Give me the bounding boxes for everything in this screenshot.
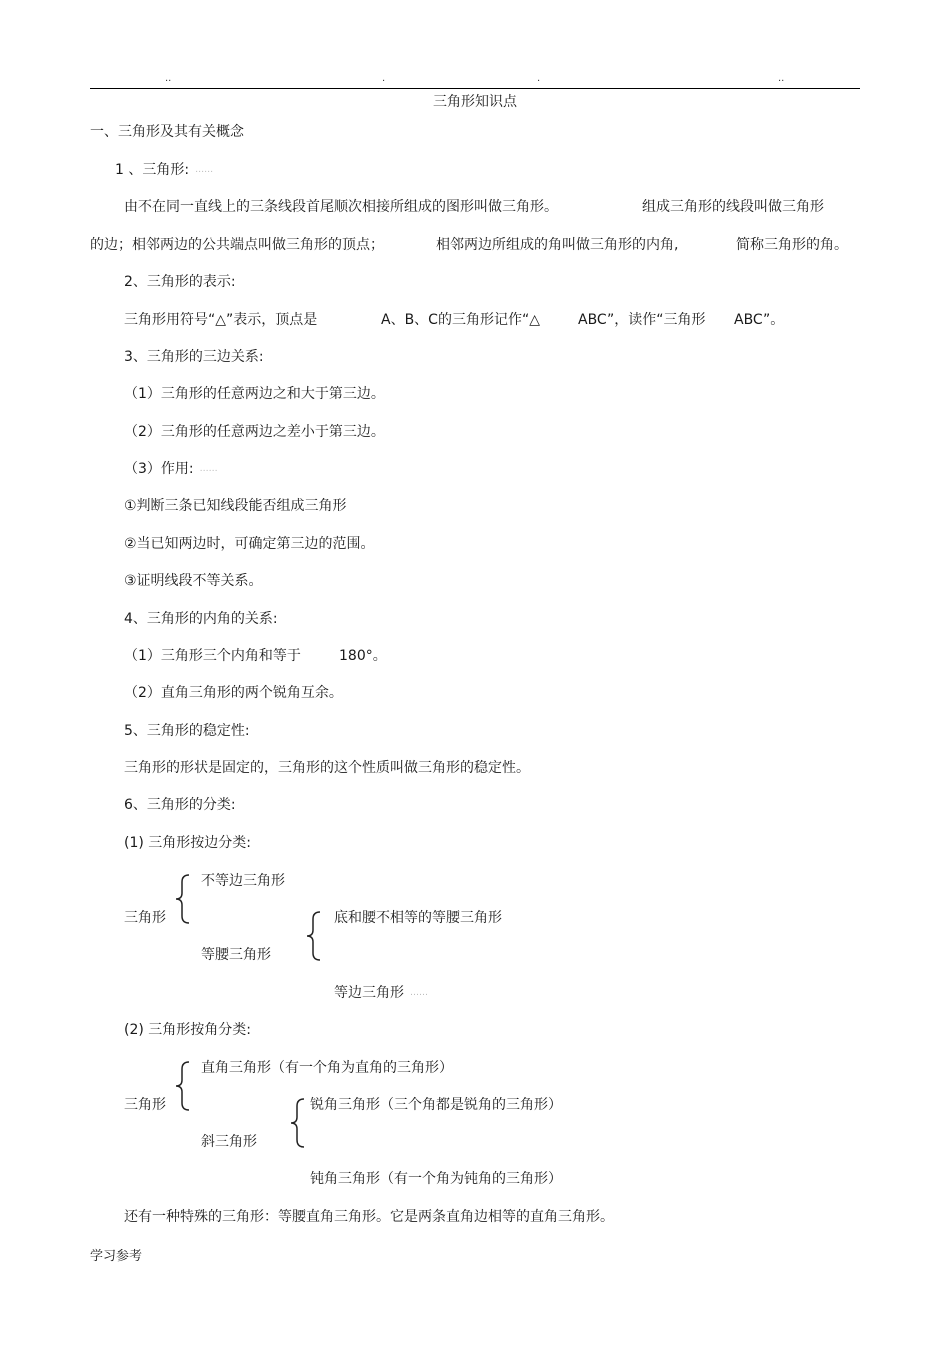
faint-mark: …… [195,165,214,175]
item1-para-line2-b: 相邻两边所组成的角叫做三角形的内角, [436,237,679,253]
item1-para-line1-a: 由不在同一直线上的三条线段首尾顺次相接所组成的图形叫做三角形。 [124,199,558,215]
item2-text-c: ABC”，读作“三角形 [578,312,706,328]
item1-label-text: 1 、三角形: [115,162,190,178]
item2-label: 2、三角形的表示: [124,274,236,290]
item4-rule1-a: （1）三角形三个内角和等于 [124,648,301,664]
brace-icon [305,910,323,962]
item3-use1: ①判断三条已知线段能否组成三角形 [124,498,347,514]
item3-label: 3、三角形的三边关系: [124,349,264,365]
item3-rule2: （2）三角形的任意两边之差小于第三边。 [124,424,385,440]
item3-use3: ③证明线段不等关系。 [124,573,263,589]
equilateral-triangle [334,985,428,1001]
by-side-label: (1) 三角形按边分类: [124,835,251,851]
faint-mark: …… [199,464,218,474]
isosceles-triangle: 等腰三角形 [201,947,271,963]
footer-label: 学习参考 [90,1249,143,1264]
header-dot: .. [165,73,172,84]
item1-para-line2-c: 简称三角形的角。 [736,237,848,253]
acute-triangle: 锐角三角形（三个角都是锐角的三角形） [310,1097,562,1113]
brace-icon [174,873,192,925]
brace-icon [174,1060,192,1112]
oblique-triangle: 斜三角形 [201,1134,257,1150]
header-rule [90,88,860,89]
item3-rule3 [124,461,218,477]
faint-mark: …… [410,988,428,998]
item1-para-line2-a: 的边；相邻两边的公共端点叫做三角形的顶点； [90,237,384,253]
item2-text-d: ABC”。 [734,312,785,328]
item1-para-line1-b: 组成三角形的线段叫做三角形 [642,199,824,215]
item6-label: 6、三角形的分类: [124,797,236,813]
item4-label: 4、三角形的内角的关系: [124,611,278,627]
section-heading: 一、三角形及其有关概念 [90,124,244,140]
brace-icon [289,1097,307,1149]
by-side-root: 三角形 [124,910,166,926]
item4-rule1-b: 180°。 [339,648,387,664]
header-dot: . [537,73,541,84]
right-triangle: 直角三角形（有一个角为直角的三角形） [201,1060,453,1076]
item4-rule2: （2）直角三角形的两个锐角互余。 [124,685,343,701]
item3-use2: ②当已知两边时，可确定第三边的范围。 [124,536,375,552]
scalene-triangle: 不等边三角形 [201,873,285,889]
special-triangle-note: 还有一种特殊的三角形：等腰直角三角形。它是两条直角边相等的直角三角形。 [124,1209,614,1225]
page-title: 三角形知识点 [433,94,517,110]
by-angle-root: 三角形 [124,1097,166,1113]
item3-rule3-text: （3）作用: [124,461,194,477]
item5-label: 5、三角形的稳定性: [124,723,250,739]
by-angle-label: (2) 三角形按角分类: [124,1022,251,1038]
item2-text-b: A、B、C的三角形记作“△ [381,312,540,328]
header-dot: .. [778,73,785,84]
equilateral-text: 等边三角形 [334,985,404,1001]
item3-rule1: （1）三角形的任意两边之和大于第三边。 [124,386,385,402]
item1-label [115,162,213,178]
header-dot: . [382,73,386,84]
isosceles-non-equilateral: 底和腰不相等的等腰三角形 [334,910,502,926]
obtuse-triangle: 钝角三角形（有一个角为钝角的三角形） [310,1171,562,1187]
item5-text: 三角形的形状是固定的，三角形的这个性质叫做三角形的稳定性。 [124,760,530,776]
item2-text-a: 三角形用符号“△”表示，顶点是 [124,312,318,328]
